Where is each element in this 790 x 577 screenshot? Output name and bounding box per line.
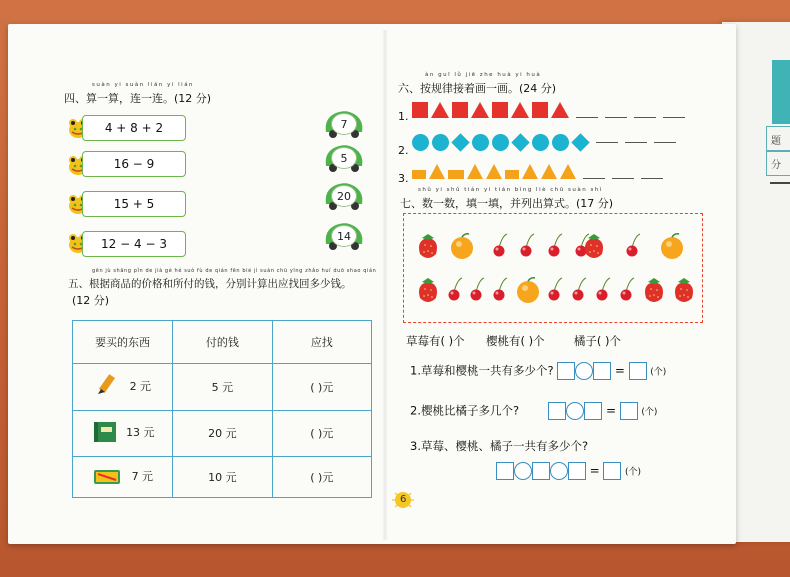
unit-label: (个) — [625, 467, 642, 478]
table-row — [73, 457, 372, 498]
orange-triangle-shape — [522, 164, 538, 179]
red-square-shape — [492, 102, 508, 118]
question-1: 1.草莓和樱桃一共有多少个? = (个) — [410, 362, 666, 380]
cherry-icon — [549, 278, 563, 301]
question-3-text: 3.草莓、樱桃、橘子一共有多少个? — [410, 439, 589, 453]
section7-title: 七、数一数，填一填，并列出算式。(17 分) — [400, 197, 614, 210]
cherry-count-label[interactable]: 樱桃有( )个 — [485, 334, 545, 348]
operator-circle[interactable] — [566, 402, 584, 420]
section6-title: 六、按规律接着画一画。(24 分) — [398, 82, 557, 95]
cherry-icon — [627, 234, 641, 257]
red-square-shape — [412, 102, 428, 118]
item-cell — [73, 457, 173, 498]
right-page-box-2: 分 — [766, 150, 790, 176]
strawberry-icon — [419, 234, 437, 258]
question-1-text: 1.草莓和樱桃一共有多少个? — [410, 363, 554, 378]
answer-blank[interactable] — [634, 117, 656, 118]
question-3-answer: = (个) — [496, 462, 641, 480]
section5-title: 五、根据商品的价格和所付的钱，分别计算出应找回多少钱。 — [68, 278, 352, 290]
answer-blank[interactable] — [605, 117, 627, 118]
cherry-icon — [521, 234, 535, 257]
cherry-icon — [597, 278, 611, 301]
orange-triangle-shape — [467, 164, 483, 179]
question-2-text: 2.樱桃比橘子多几个? — [410, 403, 520, 418]
red-square-shape — [532, 102, 548, 118]
expression-box-1[interactable]: 4 + 8 + 2 — [82, 115, 186, 141]
operator-circle[interactable] — [550, 462, 568, 480]
answer-blank[interactable] — [583, 178, 605, 179]
section6-pinyin: àn guī lǜ jiē zhe huà yi huà — [425, 72, 542, 78]
car-answer-2[interactable] — [322, 142, 366, 174]
answer-box[interactable] — [584, 402, 602, 420]
expression-box-3[interactable]: 15 + 5 — [82, 191, 186, 217]
answer-blank[interactable] — [663, 117, 685, 118]
section7-pinyin: shǔ yi shǔ tián yi tián bìng liè chū suàn shì — [418, 187, 603, 193]
orange-bar-shape — [505, 170, 519, 179]
change-cell[interactable]: ( )元 — [272, 457, 371, 498]
answer-box[interactable] — [496, 462, 514, 480]
pencil-case-icon — [92, 465, 122, 490]
answer-box[interactable] — [620, 402, 638, 420]
teal-circle-shape — [412, 134, 429, 151]
pattern-row-2 — [412, 133, 676, 151]
change-cell[interactable]: ( )元 — [272, 410, 371, 457]
orange-bar-shape — [412, 170, 426, 179]
section5-pinyin: gēn jù shāng pǐn de jià gé hé suǒ fù de qián fēn bié jì suàn chū yīng zhǎo huí duō shao qián — [92, 268, 377, 274]
teal-diamond-shape — [451, 133, 469, 151]
answer-box[interactable] — [603, 462, 621, 480]
item-price: 2 元 — [129, 379, 152, 393]
pattern-row-3 — [412, 161, 663, 179]
orange-count-label[interactable]: 橘子( )个 — [573, 334, 622, 348]
answer-box[interactable] — [593, 362, 611, 380]
page-number: 6 — [400, 494, 407, 505]
answer-box[interactable] — [548, 402, 566, 420]
teal-banner — [772, 60, 790, 124]
answer-blank[interactable] — [641, 178, 663, 179]
teal-circle-shape — [432, 134, 449, 151]
strawberry-icon — [585, 234, 603, 258]
orange-icon — [517, 278, 539, 303]
fruit-illustration — [404, 214, 700, 320]
strawberry-icon — [419, 278, 437, 302]
pattern-row-label: 3. — [398, 172, 409, 185]
car-answer-3[interactable] — [322, 180, 366, 212]
answer-box[interactable] — [568, 462, 586, 480]
page-fold — [382, 30, 388, 540]
answer-blank[interactable] — [596, 142, 618, 143]
strawberry-icon — [675, 278, 693, 302]
cherry-icon — [449, 278, 463, 301]
pattern-row-label: 2. — [398, 144, 409, 157]
teal-circle-shape — [552, 134, 569, 151]
teal-diamond-shape — [511, 133, 529, 151]
unit-label: (个) — [650, 367, 667, 378]
teal-diamond-shape — [571, 133, 589, 151]
right-page-divider — [770, 182, 790, 184]
car-answer-label: 20 — [331, 185, 357, 207]
red-triangle-shape — [511, 102, 529, 118]
car-answer-label: 5 — [331, 147, 357, 169]
section4-title: 四、算一算，连一连。(12 分) — [64, 92, 212, 105]
table-row — [73, 410, 372, 457]
operator-circle[interactable] — [575, 362, 593, 380]
operator-circle[interactable] — [514, 462, 532, 480]
red-triangle-shape — [431, 102, 449, 118]
orange-triangle-shape — [541, 164, 557, 179]
item-price: 7 元 — [131, 470, 154, 484]
section4-pinyin: suàn yi suàn lián yi lián — [92, 82, 195, 88]
page-number-badge — [390, 490, 416, 510]
answer-box[interactable] — [629, 362, 647, 380]
pencil-icon — [94, 372, 120, 401]
unit-label: (个) — [641, 407, 658, 418]
answer-box[interactable] — [532, 462, 550, 480]
cherry-icon — [549, 234, 563, 257]
change-cell[interactable]: ( )元 — [272, 364, 371, 411]
red-triangle-shape — [471, 102, 489, 118]
teal-circle-shape — [492, 134, 509, 151]
table-row — [73, 364, 372, 411]
shopping-table — [72, 320, 372, 498]
cherry-icon — [573, 278, 587, 301]
strawberry-icon — [645, 278, 663, 302]
cherry-icon — [621, 278, 635, 301]
orange-bar-shape — [448, 170, 464, 179]
teal-circle-shape — [532, 134, 549, 151]
answer-blank[interactable] — [654, 142, 676, 143]
table-header: 要买的东西 — [73, 321, 173, 364]
car-answer-label: 14 — [331, 225, 357, 247]
orange-triangle-shape — [429, 164, 445, 179]
question-2: 2.樱桃比橘子多几个? = (个) — [410, 402, 657, 420]
pattern-row-label: 1. — [398, 110, 409, 123]
strawberry-count-label[interactable]: 草莓有( )个 — [406, 334, 465, 348]
book-icon — [91, 419, 119, 448]
orange-icon — [661, 234, 683, 259]
fruit-picture-box — [403, 213, 703, 323]
table-header: 应找 — [272, 321, 371, 364]
item-cell — [73, 364, 173, 411]
answer-box[interactable] — [557, 362, 575, 380]
table-header-row — [73, 321, 372, 364]
expression-box-4[interactable]: 12 − 4 − 3 — [82, 231, 186, 257]
table-header: 付的钱 — [173, 321, 272, 364]
car-answer-1[interactable] — [322, 108, 366, 140]
orange-triangle-shape — [486, 164, 502, 179]
orange-triangle-shape — [560, 164, 576, 179]
paid-cell: 20 元 — [173, 410, 272, 457]
cherry-icon — [494, 278, 508, 301]
car-answer-label: 7 — [331, 113, 357, 135]
answer-blank[interactable] — [576, 117, 598, 118]
count-line — [406, 333, 621, 349]
cherry-icon — [494, 234, 508, 257]
paid-cell: 5 元 — [173, 364, 272, 411]
answer-blank[interactable] — [625, 142, 647, 143]
section5-score: (12 分) — [72, 294, 110, 307]
red-square-shape — [452, 102, 468, 118]
item-cell — [73, 410, 173, 457]
cherry-icon — [471, 278, 485, 301]
answer-blank[interactable] — [612, 178, 634, 179]
item-price: 13 元 — [126, 426, 155, 440]
right-page-box-1: 题 — [766, 126, 790, 152]
red-triangle-shape — [551, 102, 569, 118]
pattern-row-1 — [412, 100, 685, 118]
paid-cell: 10 元 — [173, 457, 272, 498]
teal-circle-shape — [472, 134, 489, 151]
expression-box-2[interactable]: 16 − 9 — [82, 151, 186, 177]
car-answer-4[interactable] — [322, 220, 366, 252]
orange-icon — [451, 234, 473, 259]
